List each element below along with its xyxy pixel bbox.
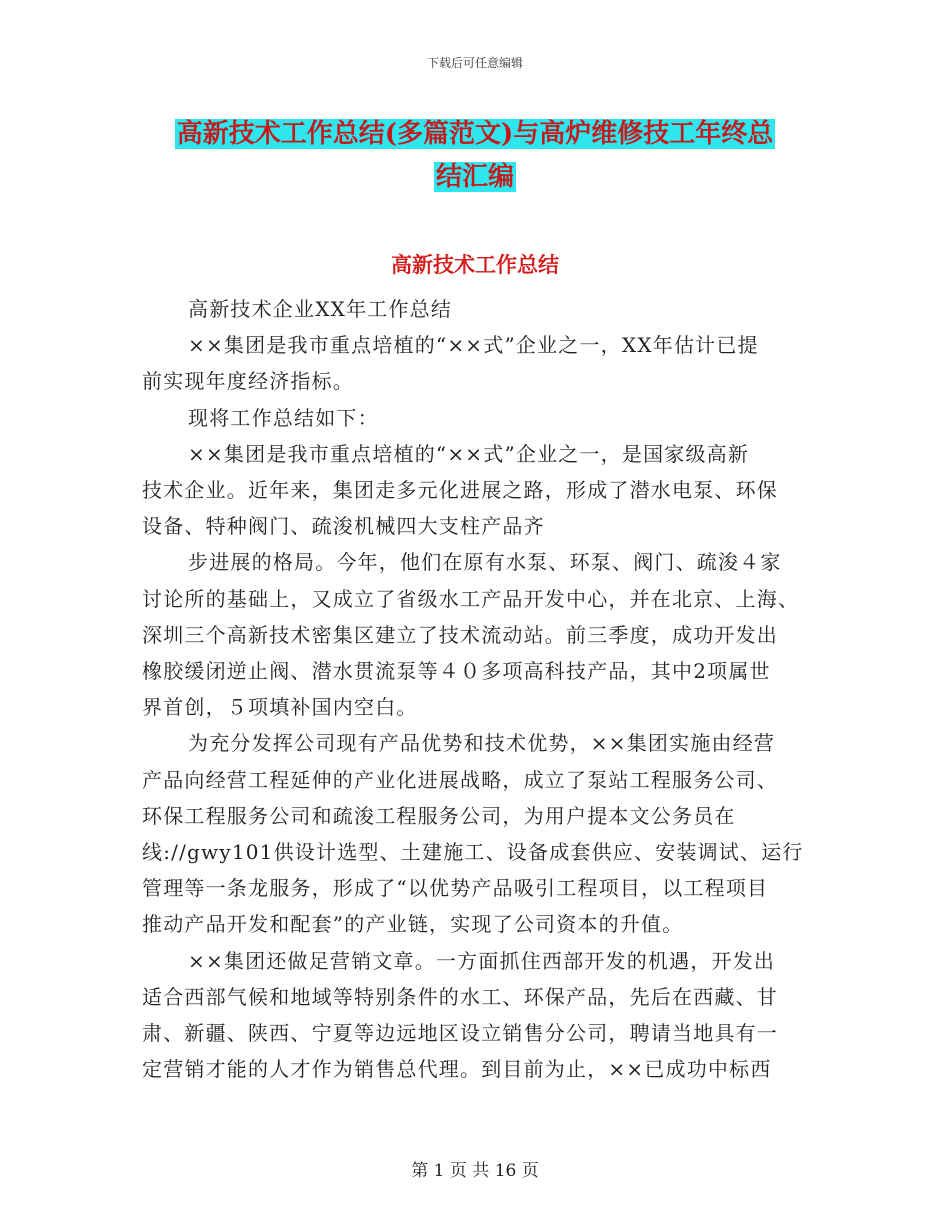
body-line: 为充分发挥公司现有产品优势和技术优势，××集团实施由经营 <box>188 731 776 756</box>
body-line: ××集团是我市重点培植的“××式”企业之一，是国家级高新 <box>188 441 750 466</box>
body-line: 推动产品开发和配套”的产业链，实现了公司资本的升值。 <box>142 912 684 937</box>
body-line: 讨论所的基础上，又成立了省级水工产品开发中心，并在北京、上海、 <box>142 586 800 611</box>
body-line: 高新技术企业XX年工作总结 <box>188 297 453 321</box>
document-title-text-2: 结汇编 <box>435 162 514 192</box>
document-title-line-2 <box>0 156 950 193</box>
section-title: 高新技术工作总结 <box>391 252 559 277</box>
body-line: 适合西部气候和地域等特别条件的水工、环保产品，先后在西藏、甘 <box>142 984 778 1009</box>
body-line: 现将工作总结如下： <box>188 405 379 430</box>
body-line: ××集团还做足营销文章。一方面抓住西部开发的机遇，开发出 <box>188 948 776 973</box>
body-line: 前实现年度经济指标。 <box>142 369 354 394</box>
body-line: 环保工程服务公司和疏浚工程服务公司，为用户提本文公务员在 <box>142 803 736 828</box>
header-note: 下载后可任意编辑 <box>426 56 523 70</box>
body-line: 产品向经营工程延伸的产业化进展战略，成立了泵站工程服务公司、 <box>142 767 778 792</box>
body-line: 技术企业。近年来，集团走多元化进展之路，形成了潜水电泵、环保 <box>142 478 778 503</box>
body-line: 步进展的格局。今年，他们在原有水泵、环泵、阀门、疏浚４家 <box>188 550 782 575</box>
body-line: 线://gwy101供设计选型、土建施工、设备成套供应、安装调试、运行 <box>142 840 804 865</box>
body-line: ××集团是我市重点培植的“××式”企业之一，XX年估计已提 <box>188 333 759 358</box>
body-line: 管理等一条龙服务，形成了“以优势产品吸引工程项目，以工程项目 <box>142 876 769 901</box>
body-line: 定营销才能的人才作为销售总代理。到目前为止，××已成功中标西 <box>142 1057 772 1082</box>
document-title-text-1: 高新技术工作总结(多篇范文)与高炉维修技工年终总 <box>176 119 774 149</box>
document-title-line-1 <box>0 113 950 150</box>
body-text <box>142 291 810 1087</box>
page-footer: 第 1 页 共 16 页 <box>411 1161 539 1181</box>
body-line: 橡胶缓闭逆止阀、潜水贯流泵等４０多项高科技产品，其中2项属世 <box>142 659 771 684</box>
body-line: 深圳三个高新技术密集区建立了技术流动站。前三季度，成功开发出 <box>142 622 778 647</box>
body-line: 肃、新疆、陕西、宁夏等边远地区设立销售分公司，聘请当地具有一 <box>142 1021 778 1046</box>
body-line: 设备、特种阀门、疏浚机械四大支柱产品齐 <box>142 514 545 539</box>
body-line: 界首创，５项填补国内空白。 <box>142 695 418 720</box>
